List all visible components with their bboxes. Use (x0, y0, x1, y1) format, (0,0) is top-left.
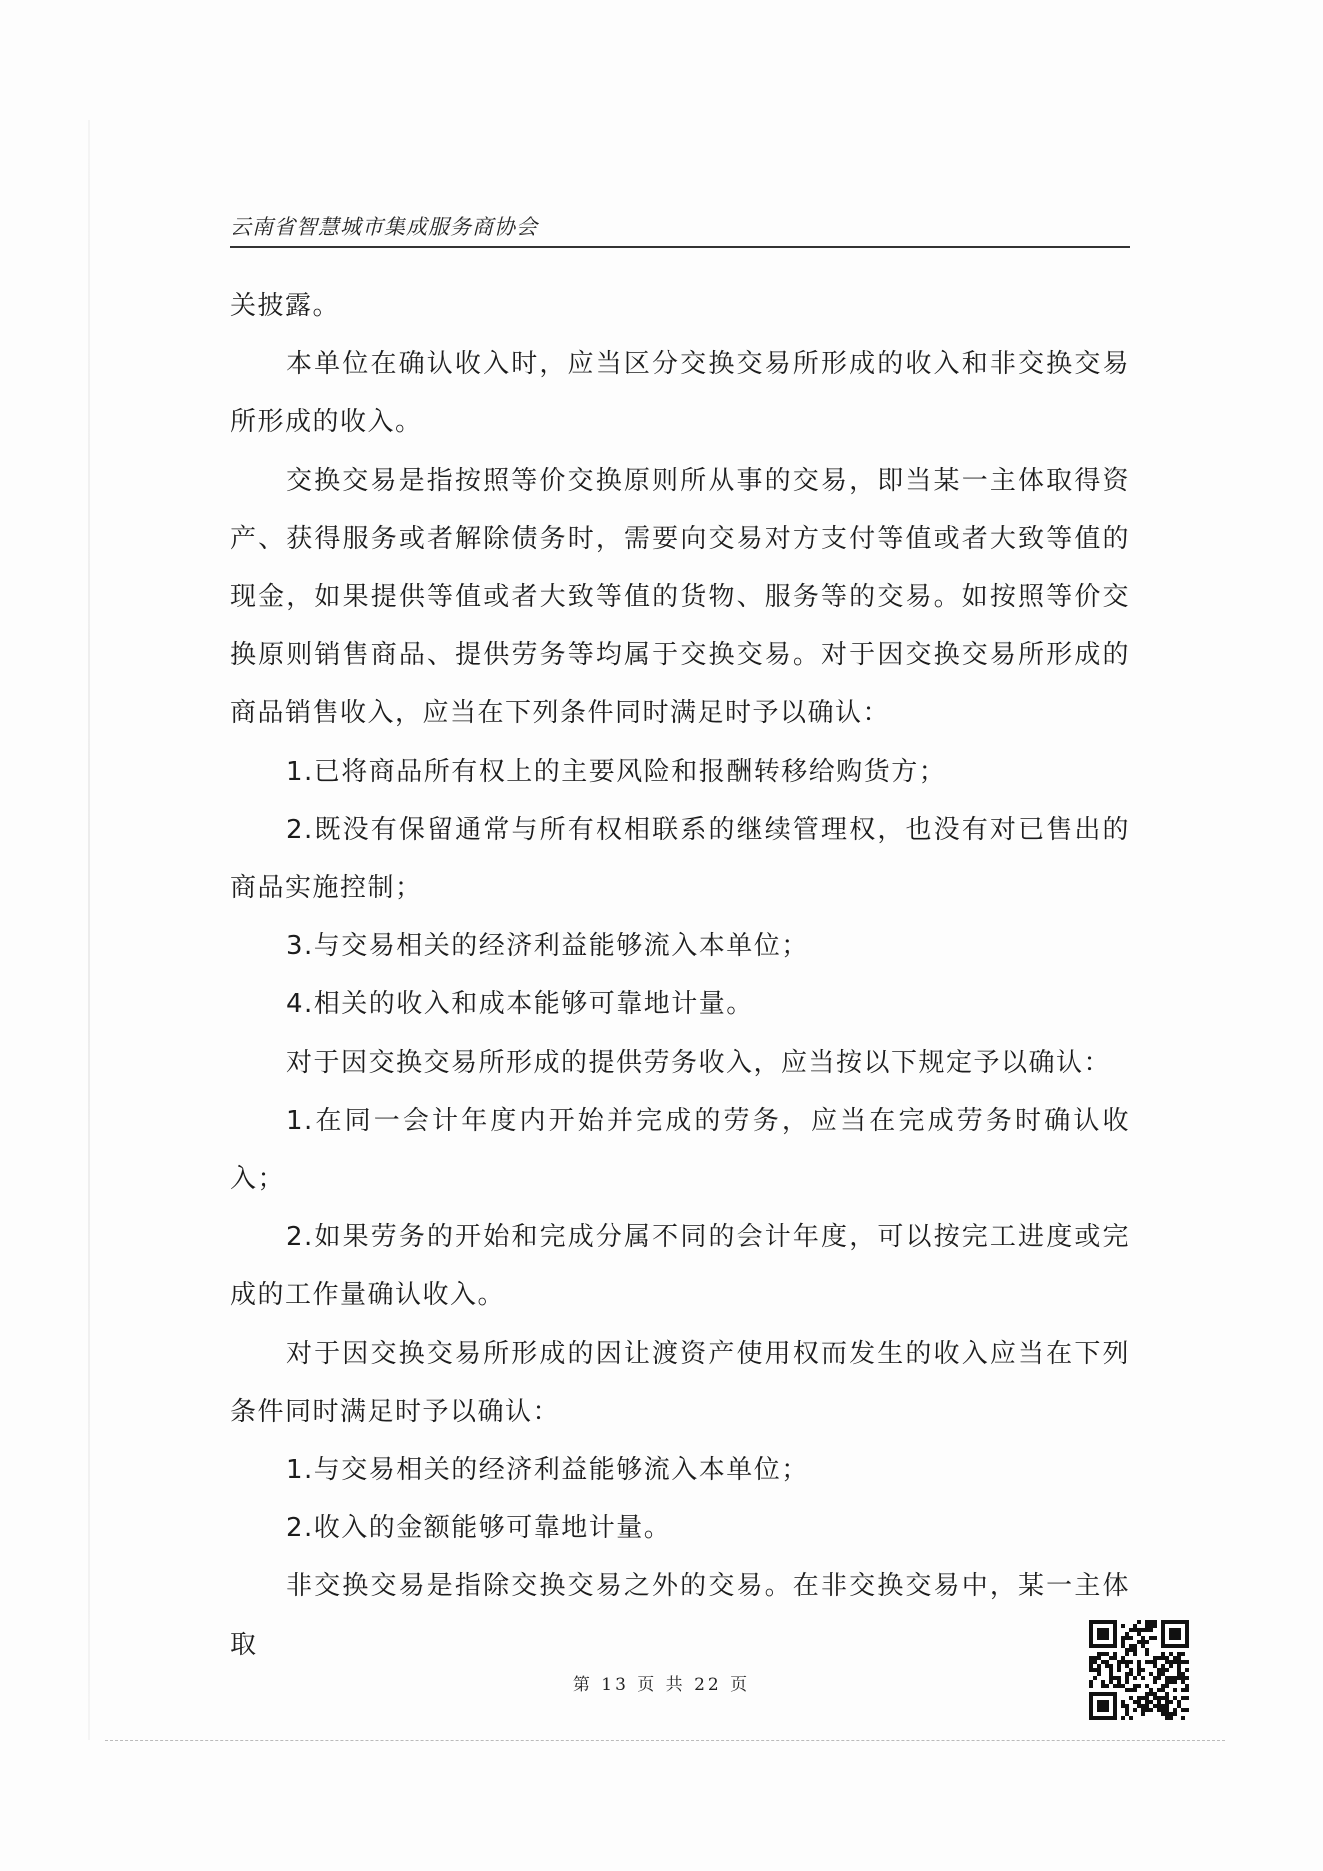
paragraph: 1.在同一会计年度内开始并完成的劳务，应当在完成劳务时确认收入； (230, 1105, 1130, 1195)
paragraph: 2.既没有保留通常与所有权相联系的继续管理权，也没有对已售出的商品实施控制； (230, 814, 1130, 904)
paragraph: 4.相关的收入和成本能够可靠地计量。 (286, 989, 754, 1020)
paragraph: 交换交易是指按照等价交换原则所从事的交易，即当某一主体取得资产、获得服务或者解除债务时，需要向交易对方支付等值或者大致等值的现金，如果提供等值或者大致等值的货物、服务等的交易。如按照等价交换原则销售商品、提供劳务等均属于交换交易。对于因交换交易所形成的商品销售收入，应当在下列条件同时满足时予以确认： (230, 465, 1130, 729)
page-header (230, 212, 1130, 248)
header-title: 云南省智慧城市集成服务商协会 (230, 215, 538, 239)
paragraph: 本单位在确认收入时，应当区分交换交易所形成的收入和非交换交易所形成的收入。 (230, 349, 1130, 438)
footer-rule (105, 1740, 1225, 1741)
paragraph: 3.与交易相关的经济利益能够流入本单位； (286, 931, 809, 962)
paragraph: 对于因交换交易所形成的提供劳务收入，应当按以下规定予以确认： (286, 1047, 1112, 1078)
paragraph: 2.如果劳务的开始和完成分属不同的会计年度，可以按完工进度或完成的工作量确认收入。 (230, 1222, 1130, 1311)
paragraph: 2.收入的金额能够可靠地计量。 (286, 1513, 672, 1544)
scan-edge (88, 120, 90, 1740)
page-number: 第 13 页 共 22 页 (572, 1675, 751, 1695)
paragraph: 对于因交换交易所形成的因让渡资产使用权而发生的收入应当在下列条件同时满足时予以确认： (230, 1338, 1130, 1427)
paragraph: 关披露。 (230, 291, 341, 321)
paragraph: 1.与交易相关的经济利益能够流入本单位； (286, 1455, 809, 1486)
body-text (230, 277, 1130, 1674)
paragraph: 非交换交易是指除交换交易之外的交易。在非交换交易中，某一主体取 (230, 1571, 1130, 1660)
header-rule (230, 246, 1130, 248)
paragraph: 1.已将商品所有权上的主要风险和报酬转移给购货方； (286, 756, 947, 787)
qr-code-icon (1089, 1620, 1189, 1720)
